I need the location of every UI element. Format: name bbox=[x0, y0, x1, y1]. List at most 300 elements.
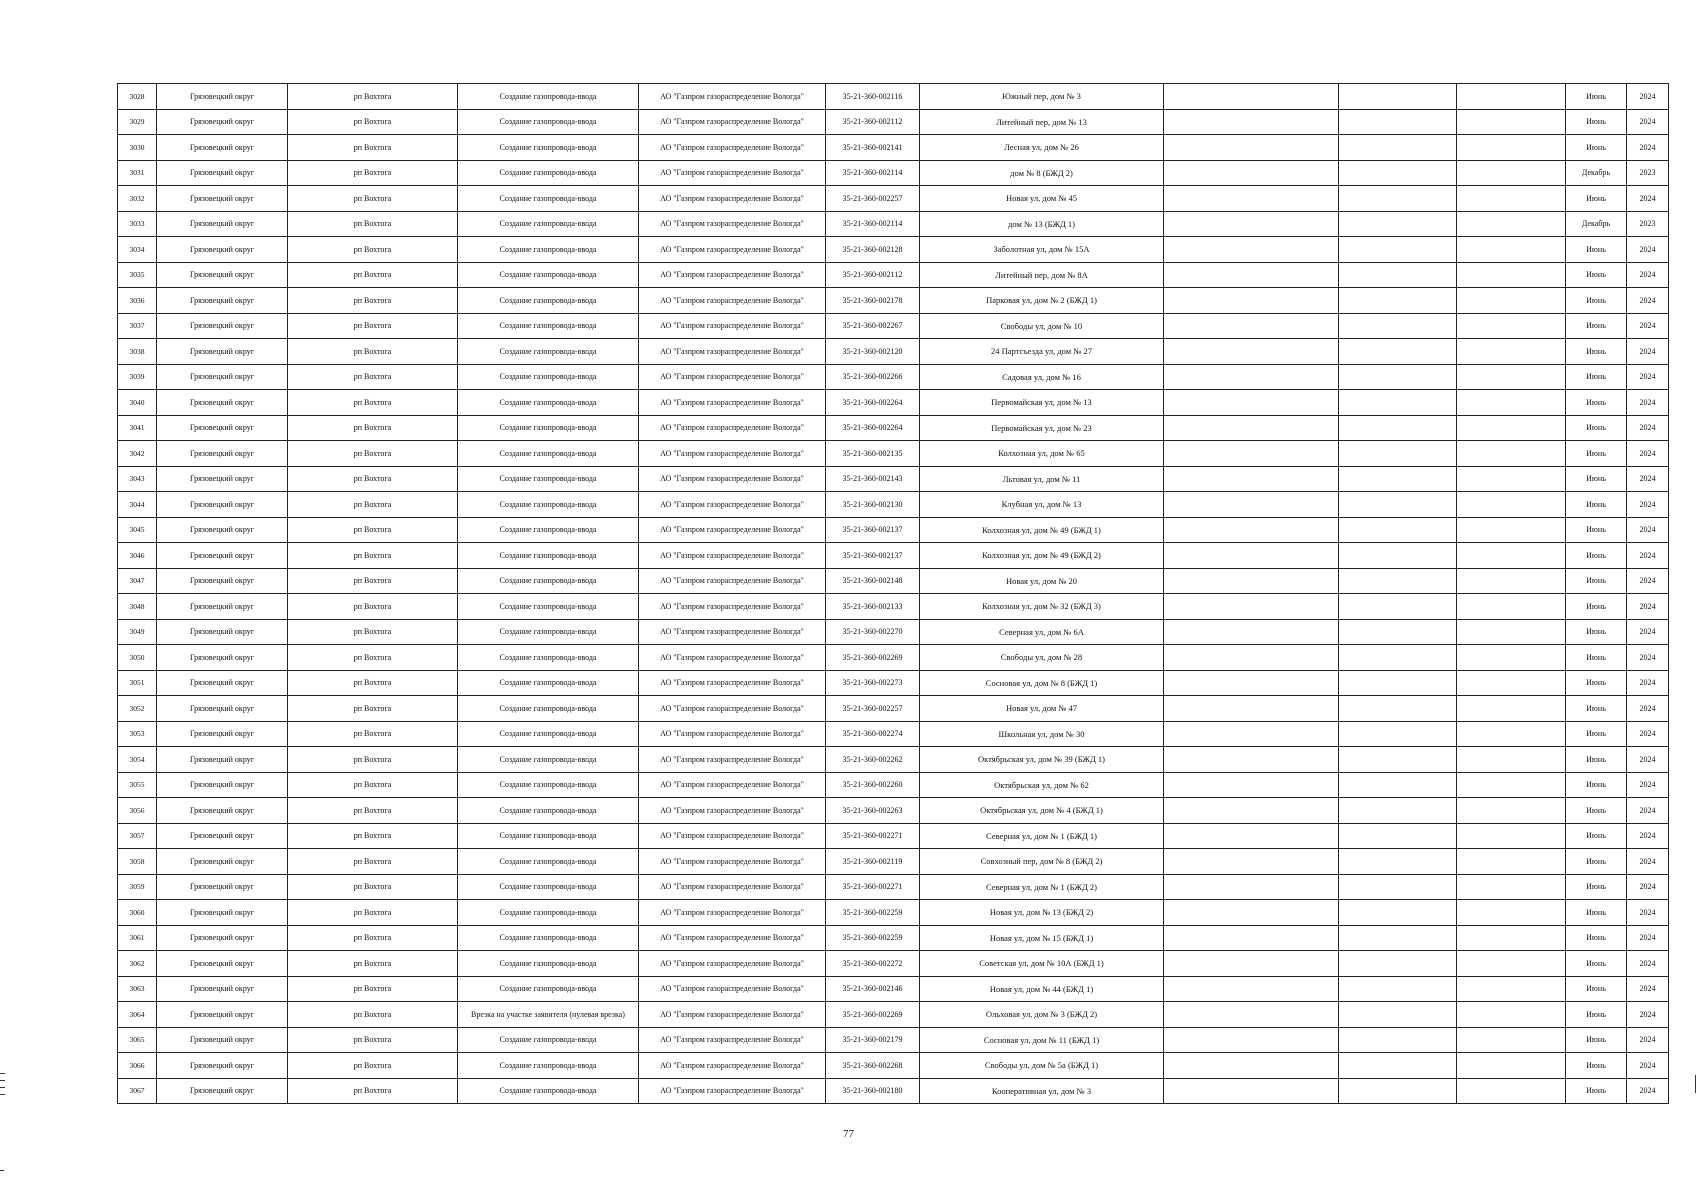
district-cell: Грязовецкий округ bbox=[157, 160, 288, 186]
empty-cell bbox=[1164, 1002, 1339, 1028]
empty-cell bbox=[1339, 849, 1457, 875]
address-cell: дом № 13 (БЖД 1) bbox=[920, 211, 1164, 237]
row-number-cell: 3053 bbox=[118, 721, 157, 747]
year-cell: 2024 bbox=[1627, 135, 1669, 161]
month-cell: Июнь bbox=[1566, 976, 1627, 1002]
address-cell: Октябрьская ул, дом № 62 bbox=[920, 772, 1164, 798]
empty-cell bbox=[1339, 696, 1457, 722]
row-number-cell: 3040 bbox=[118, 390, 157, 416]
month-cell: Июнь bbox=[1566, 517, 1627, 543]
work-type-cell: Создание газопровода-ввода bbox=[458, 1027, 639, 1053]
empty-cell bbox=[1164, 415, 1339, 441]
empty-cell bbox=[1164, 976, 1339, 1002]
settlement-cell: рп Вохтога bbox=[288, 543, 458, 569]
empty-cell bbox=[1164, 798, 1339, 824]
empty-cell bbox=[1457, 160, 1566, 186]
organization-cell: АО "Газпром газораспределение Вологда" bbox=[639, 1027, 826, 1053]
organization-cell: АО "Газпром газораспределение Вологда" bbox=[639, 211, 826, 237]
organization-cell: АО "Газпром газораспределение Вологда" bbox=[639, 441, 826, 467]
district-cell: Грязовецкий округ bbox=[157, 415, 288, 441]
empty-cell bbox=[1457, 823, 1566, 849]
district-cell: Грязовецкий округ bbox=[157, 670, 288, 696]
row-number-cell: 3059 bbox=[118, 874, 157, 900]
district-cell: Грязовецкий округ bbox=[157, 721, 288, 747]
empty-cell bbox=[1164, 517, 1339, 543]
table-row bbox=[118, 670, 1669, 696]
empty-cell bbox=[1164, 160, 1339, 186]
year-cell: 2024 bbox=[1627, 1027, 1669, 1053]
month-cell: Декабрь bbox=[1566, 211, 1627, 237]
table-row bbox=[118, 135, 1669, 161]
settlement-cell: рп Вохтога bbox=[288, 849, 458, 875]
empty-cell bbox=[1457, 415, 1566, 441]
empty-cell bbox=[1339, 1002, 1457, 1028]
cadastral-code-cell: 35-21-360-002259 bbox=[826, 925, 920, 951]
month-cell: Июнь bbox=[1566, 696, 1627, 722]
organization-cell: АО "Газпром газораспределение Вологда" bbox=[639, 1002, 826, 1028]
month-cell: Июнь bbox=[1566, 721, 1627, 747]
row-number-cell: 3049 bbox=[118, 619, 157, 645]
district-cell: Грязовецкий округ bbox=[157, 619, 288, 645]
organization-cell: АО "Газпром газораспределение Вологда" bbox=[639, 415, 826, 441]
organization-cell: АО "Газпром газораспределение Вологда" bbox=[639, 339, 826, 365]
organization-cell: АО "Газпром газораспределение Вологда" bbox=[639, 160, 826, 186]
address-cell: Лесная ул, дом № 26 bbox=[920, 135, 1164, 161]
district-cell: Грязовецкий округ bbox=[157, 517, 288, 543]
work-type-cell: Создание газопровода-ввода bbox=[458, 951, 639, 977]
table-row bbox=[118, 160, 1669, 186]
empty-cell bbox=[1164, 1027, 1339, 1053]
year-cell: 2024 bbox=[1627, 798, 1669, 824]
district-cell: Грязовецкий округ bbox=[157, 798, 288, 824]
empty-cell bbox=[1457, 313, 1566, 339]
settlement-cell: рп Вохтога bbox=[288, 211, 458, 237]
year-cell: 2024 bbox=[1627, 849, 1669, 875]
empty-cell bbox=[1339, 645, 1457, 671]
work-type-cell: Создание газопровода-ввода bbox=[458, 1053, 639, 1079]
organization-cell: АО "Газпром газораспределение Вологда" bbox=[639, 390, 826, 416]
year-cell: 2023 bbox=[1627, 211, 1669, 237]
organization-cell: АО "Газпром газораспределение Вологда" bbox=[639, 288, 826, 314]
month-cell: Июнь bbox=[1566, 798, 1627, 824]
year-cell: 2024 bbox=[1627, 721, 1669, 747]
empty-cell bbox=[1339, 976, 1457, 1002]
table-row bbox=[118, 772, 1669, 798]
address-cell: Сосновая ул, дом № 11 (БЖД 1) bbox=[920, 1027, 1164, 1053]
empty-cell bbox=[1457, 849, 1566, 875]
address-cell: Кооперативная ул, дом № 3 bbox=[920, 1078, 1164, 1104]
month-cell: Июнь bbox=[1566, 543, 1627, 569]
district-cell: Грязовецкий округ bbox=[157, 1027, 288, 1053]
empty-cell bbox=[1339, 568, 1457, 594]
empty-cell bbox=[1457, 390, 1566, 416]
district-cell: Грязовецкий округ bbox=[157, 849, 288, 875]
work-type-cell: Создание газопровода-ввода bbox=[458, 262, 639, 288]
cadastral-code-cell: 35-21-360-002271 bbox=[826, 874, 920, 900]
district-cell: Грязовецкий округ bbox=[157, 976, 288, 1002]
month-cell: Июнь bbox=[1566, 951, 1627, 977]
empty-cell bbox=[1164, 313, 1339, 339]
district-cell: Грязовецкий округ bbox=[157, 288, 288, 314]
district-cell: Грязовецкий округ bbox=[157, 466, 288, 492]
empty-cell bbox=[1339, 186, 1457, 212]
month-cell: Июнь bbox=[1566, 619, 1627, 645]
empty-cell bbox=[1339, 670, 1457, 696]
settlement-cell: рп Вохтога bbox=[288, 874, 458, 900]
district-cell: Грязовецкий округ bbox=[157, 772, 288, 798]
table-row bbox=[118, 1027, 1669, 1053]
settlement-cell: рп Вохтога bbox=[288, 313, 458, 339]
table-body bbox=[118, 84, 1669, 1104]
work-type-cell: Создание газопровода-ввода bbox=[458, 1078, 639, 1104]
organization-cell: АО "Газпром газораспределение Вологда" bbox=[639, 951, 826, 977]
table-row bbox=[118, 1053, 1669, 1079]
settlement-cell: рп Вохтога bbox=[288, 568, 458, 594]
organization-cell: АО "Газпром газораспределение Вологда" bbox=[639, 237, 826, 263]
empty-cell bbox=[1457, 1078, 1566, 1104]
table-row bbox=[118, 798, 1669, 824]
row-number-cell: 3060 bbox=[118, 900, 157, 926]
row-number-cell: 3050 bbox=[118, 645, 157, 671]
work-type-cell: Создание газопровода-ввода bbox=[458, 84, 639, 110]
cadastral-code-cell: 35-21-360-002137 bbox=[826, 543, 920, 569]
left-margin-mark bbox=[0, 1094, 5, 1095]
empty-cell bbox=[1339, 772, 1457, 798]
district-cell: Грязовецкий округ bbox=[157, 109, 288, 135]
row-number-cell: 3067 bbox=[118, 1078, 157, 1104]
address-cell: дом № 8 (БЖД 2) bbox=[920, 160, 1164, 186]
empty-cell bbox=[1164, 237, 1339, 263]
cadastral-code-cell: 35-21-360-002270 bbox=[826, 619, 920, 645]
cadastral-code-cell: 35-21-360-002257 bbox=[826, 186, 920, 212]
year-cell: 2024 bbox=[1627, 390, 1669, 416]
empty-cell bbox=[1457, 109, 1566, 135]
month-cell: Июнь bbox=[1566, 594, 1627, 620]
table-row bbox=[118, 594, 1669, 620]
empty-cell bbox=[1339, 823, 1457, 849]
organization-cell: АО "Газпром газораспределение Вологда" bbox=[639, 313, 826, 339]
organization-cell: АО "Газпром газораспределение Вологда" bbox=[639, 823, 826, 849]
address-cell: Первомайская ул, дом № 23 bbox=[920, 415, 1164, 441]
work-type-cell: Создание газопровода-ввода bbox=[458, 441, 639, 467]
table-row bbox=[118, 721, 1669, 747]
settlement-cell: рп Вохтога bbox=[288, 747, 458, 773]
settlement-cell: рп Вохтога bbox=[288, 84, 458, 110]
month-cell: Июнь bbox=[1566, 1053, 1627, 1079]
empty-cell bbox=[1164, 951, 1339, 977]
year-cell: 2024 bbox=[1627, 696, 1669, 722]
district-cell: Грязовецкий округ bbox=[157, 951, 288, 977]
year-cell: 2024 bbox=[1627, 874, 1669, 900]
empty-cell bbox=[1339, 721, 1457, 747]
empty-cell bbox=[1457, 747, 1566, 773]
address-cell: Новая ул, дом № 47 bbox=[920, 696, 1164, 722]
empty-cell bbox=[1339, 339, 1457, 365]
cadastral-code-cell: 35-21-360-002116 bbox=[826, 84, 920, 110]
empty-cell bbox=[1339, 594, 1457, 620]
empty-cell bbox=[1339, 262, 1457, 288]
settlement-cell: рп Вохтога bbox=[288, 951, 458, 977]
settlement-cell: рп Вохтога bbox=[288, 645, 458, 671]
row-number-cell: 3036 bbox=[118, 288, 157, 314]
organization-cell: АО "Газпром газораспределение Вологда" bbox=[639, 109, 826, 135]
organization-cell: АО "Газпром газораспределение Вологда" bbox=[639, 543, 826, 569]
empty-cell bbox=[1457, 441, 1566, 467]
cadastral-code-cell: 35-21-360-002262 bbox=[826, 747, 920, 773]
table-row bbox=[118, 492, 1669, 518]
empty-cell bbox=[1164, 186, 1339, 212]
cadastral-code-cell: 35-21-360-002260 bbox=[826, 772, 920, 798]
left-margin-mark bbox=[0, 1080, 5, 1081]
empty-cell bbox=[1164, 1053, 1339, 1079]
month-cell: Июнь bbox=[1566, 823, 1627, 849]
row-number-cell: 3061 bbox=[118, 925, 157, 951]
address-cell: Новая ул, дом № 45 bbox=[920, 186, 1164, 212]
table-row bbox=[118, 823, 1669, 849]
table-row bbox=[118, 441, 1669, 467]
month-cell: Декабрь bbox=[1566, 160, 1627, 186]
cadastral-code-cell: 35-21-360-002133 bbox=[826, 594, 920, 620]
settlement-cell: рп Вохтога bbox=[288, 619, 458, 645]
empty-cell bbox=[1457, 492, 1566, 518]
work-type-cell: Создание газопровода-ввода bbox=[458, 390, 639, 416]
cadastral-code-cell: 35-21-360-002112 bbox=[826, 262, 920, 288]
table-row bbox=[118, 874, 1669, 900]
empty-cell bbox=[1164, 594, 1339, 620]
empty-cell bbox=[1457, 1027, 1566, 1053]
month-cell: Июнь bbox=[1566, 1002, 1627, 1028]
empty-cell bbox=[1164, 849, 1339, 875]
empty-cell bbox=[1164, 568, 1339, 594]
address-cell: 24 Партсъезда ул, дом № 27 bbox=[920, 339, 1164, 365]
row-number-cell: 3042 bbox=[118, 441, 157, 467]
cadastral-code-cell: 35-21-360-002141 bbox=[826, 135, 920, 161]
month-cell: Июнь bbox=[1566, 670, 1627, 696]
empty-cell bbox=[1339, 160, 1457, 186]
table-row bbox=[118, 645, 1669, 671]
cadastral-code-cell: 35-21-360-002269 bbox=[826, 645, 920, 671]
cadastral-code-cell: 35-21-360-002135 bbox=[826, 441, 920, 467]
month-cell: Июнь bbox=[1566, 1027, 1627, 1053]
address-cell: Северная ул, дом № 1 (БЖД 2) bbox=[920, 874, 1164, 900]
left-margin-mark bbox=[0, 1087, 5, 1088]
month-cell: Июнь bbox=[1566, 288, 1627, 314]
district-cell: Грязовецкий округ bbox=[157, 568, 288, 594]
organization-cell: АО "Газпром газораспределение Вологда" bbox=[639, 645, 826, 671]
work-type-cell: Создание газопровода-ввода bbox=[458, 568, 639, 594]
address-cell: Садовая ул, дом № 16 bbox=[920, 364, 1164, 390]
settlement-cell: рп Вохтога bbox=[288, 186, 458, 212]
table-row bbox=[118, 1078, 1669, 1104]
cadastral-code-cell: 35-21-360-002271 bbox=[826, 823, 920, 849]
table-row bbox=[118, 619, 1669, 645]
address-cell: Литейный пер, дом № 8А bbox=[920, 262, 1164, 288]
empty-cell bbox=[1457, 211, 1566, 237]
organization-cell: АО "Газпром газораспределение Вологда" bbox=[639, 900, 826, 926]
empty-cell bbox=[1164, 339, 1339, 365]
work-type-cell: Создание газопровода-ввода bbox=[458, 849, 639, 875]
cadastral-code-cell: 35-21-360-002180 bbox=[826, 1078, 920, 1104]
work-type-cell: Создание газопровода-ввода bbox=[458, 721, 639, 747]
work-type-cell: Создание газопровода-ввода bbox=[458, 823, 639, 849]
address-cell: Свободы ул, дом № 28 bbox=[920, 645, 1164, 671]
empty-cell bbox=[1457, 721, 1566, 747]
settlement-cell: рп Вохтога bbox=[288, 135, 458, 161]
organization-cell: АО "Газпром газораспределение Вологда" bbox=[639, 874, 826, 900]
district-cell: Грязовецкий округ bbox=[157, 1053, 288, 1079]
district-cell: Грязовецкий округ bbox=[157, 211, 288, 237]
year-cell: 2024 bbox=[1627, 747, 1669, 773]
empty-cell bbox=[1339, 211, 1457, 237]
row-number-cell: 3055 bbox=[118, 772, 157, 798]
empty-cell bbox=[1339, 900, 1457, 926]
district-cell: Грязовецкий округ bbox=[157, 84, 288, 110]
district-cell: Грязовецкий округ bbox=[157, 441, 288, 467]
row-number-cell: 3038 bbox=[118, 339, 157, 365]
organization-cell: АО "Газпром газораспределение Вологда" bbox=[639, 849, 826, 875]
empty-cell bbox=[1339, 1027, 1457, 1053]
empty-cell bbox=[1164, 721, 1339, 747]
cadastral-code-cell: 35-21-360-002263 bbox=[826, 798, 920, 824]
work-type-cell: Создание газопровода-ввода bbox=[458, 517, 639, 543]
empty-cell bbox=[1457, 951, 1566, 977]
row-number-cell: 3037 bbox=[118, 313, 157, 339]
year-cell: 2024 bbox=[1627, 492, 1669, 518]
address-cell: Свободы ул, дом № 10 bbox=[920, 313, 1164, 339]
settlement-cell: рп Вохтога bbox=[288, 109, 458, 135]
year-cell: 2024 bbox=[1627, 823, 1669, 849]
district-cell: Грязовецкий округ bbox=[157, 925, 288, 951]
organization-cell: АО "Газпром газораспределение Вологда" bbox=[639, 492, 826, 518]
row-number-cell: 3051 bbox=[118, 670, 157, 696]
address-cell: Октябрьская ул, дом № 39 (БЖД 1) bbox=[920, 747, 1164, 773]
organization-cell: АО "Газпром газораспределение Вологда" bbox=[639, 772, 826, 798]
year-cell: 2024 bbox=[1627, 441, 1669, 467]
work-type-cell: Создание газопровода-ввода bbox=[458, 696, 639, 722]
table-row bbox=[118, 339, 1669, 365]
district-cell: Грязовецкий округ bbox=[157, 186, 288, 212]
work-type-cell: Создание газопровода-ввода bbox=[458, 313, 639, 339]
cadastral-code-cell: 35-21-360-002130 bbox=[826, 492, 920, 518]
row-number-cell: 3028 bbox=[118, 84, 157, 110]
work-type-cell: Создание газопровода-ввода bbox=[458, 772, 639, 798]
work-type-cell: Создание газопровода-ввода bbox=[458, 543, 639, 569]
settlement-cell: рп Вохтога bbox=[288, 160, 458, 186]
address-cell: Северная ул, дом № 1 (БЖД 1) bbox=[920, 823, 1164, 849]
settlement-cell: рп Вохтога bbox=[288, 492, 458, 518]
empty-cell bbox=[1457, 976, 1566, 1002]
settlement-cell: рп Вохтога bbox=[288, 925, 458, 951]
empty-cell bbox=[1164, 492, 1339, 518]
empty-cell bbox=[1164, 772, 1339, 798]
month-cell: Июнь bbox=[1566, 645, 1627, 671]
empty-cell bbox=[1339, 492, 1457, 518]
month-cell: Июнь bbox=[1566, 415, 1627, 441]
document-sheet bbox=[117, 83, 1668, 1104]
address-cell: Парковая ул, дом № 2 (БЖД 1) bbox=[920, 288, 1164, 314]
row-number-cell: 3057 bbox=[118, 823, 157, 849]
district-cell: Грязовецкий округ bbox=[157, 492, 288, 518]
empty-cell bbox=[1339, 747, 1457, 773]
month-cell: Июнь bbox=[1566, 262, 1627, 288]
work-type-cell: Создание газопровода-ввода bbox=[458, 211, 639, 237]
empty-cell bbox=[1339, 466, 1457, 492]
month-cell: Июнь bbox=[1566, 747, 1627, 773]
empty-cell bbox=[1457, 517, 1566, 543]
right-margin-mark bbox=[1695, 1075, 1696, 1093]
month-cell: Июнь bbox=[1566, 364, 1627, 390]
address-cell: Совхозный пер, дом № 8 (БЖД 2) bbox=[920, 849, 1164, 875]
empty-cell bbox=[1164, 645, 1339, 671]
row-number-cell: 3043 bbox=[118, 466, 157, 492]
district-cell: Грязовецкий округ bbox=[157, 135, 288, 161]
year-cell: 2024 bbox=[1627, 339, 1669, 365]
empty-cell bbox=[1339, 517, 1457, 543]
table-row bbox=[118, 186, 1669, 212]
settlement-cell: рп Вохтога bbox=[288, 466, 458, 492]
empty-cell bbox=[1457, 594, 1566, 620]
cadastral-code-cell: 35-21-360-002114 bbox=[826, 160, 920, 186]
organization-cell: АО "Газпром газораспределение Вологда" bbox=[639, 594, 826, 620]
cadastral-code-cell: 35-21-360-002268 bbox=[826, 1053, 920, 1079]
table-row bbox=[118, 568, 1669, 594]
address-cell: Колхозная ул, дом № 49 (БЖД 1) bbox=[920, 517, 1164, 543]
cadastral-code-cell: 35-21-360-002259 bbox=[826, 900, 920, 926]
empty-cell bbox=[1164, 874, 1339, 900]
row-number-cell: 3034 bbox=[118, 237, 157, 263]
month-cell: Июнь bbox=[1566, 874, 1627, 900]
work-type-cell: Создание газопровода-ввода bbox=[458, 900, 639, 926]
district-cell: Грязовецкий округ bbox=[157, 390, 288, 416]
empty-cell bbox=[1164, 696, 1339, 722]
address-cell: Новая ул, дом № 15 (БЖД 1) bbox=[920, 925, 1164, 951]
work-type-cell: Создание газопровода-ввода bbox=[458, 288, 639, 314]
month-cell: Июнь bbox=[1566, 492, 1627, 518]
empty-cell bbox=[1164, 466, 1339, 492]
empty-cell bbox=[1339, 951, 1457, 977]
empty-cell bbox=[1457, 619, 1566, 645]
district-cell: Грязовецкий округ bbox=[157, 747, 288, 773]
work-type-cell: Создание газопровода-ввода bbox=[458, 619, 639, 645]
empty-cell bbox=[1164, 823, 1339, 849]
empty-cell bbox=[1164, 925, 1339, 951]
cadastral-code-cell: 35-21-360-002264 bbox=[826, 390, 920, 416]
settlement-cell: рп Вохтога bbox=[288, 900, 458, 926]
empty-cell bbox=[1339, 798, 1457, 824]
year-cell: 2024 bbox=[1627, 364, 1669, 390]
settlement-cell: рп Вохтога bbox=[288, 976, 458, 1002]
empty-cell bbox=[1164, 670, 1339, 696]
address-cell: Новая ул, дом № 13 (БЖД 2) bbox=[920, 900, 1164, 926]
month-cell: Июнь bbox=[1566, 109, 1627, 135]
year-cell: 2024 bbox=[1627, 1053, 1669, 1079]
row-number-cell: 3029 bbox=[118, 109, 157, 135]
empty-cell bbox=[1164, 109, 1339, 135]
address-cell: Советская ул, дом № 10А (БЖД 1) bbox=[920, 951, 1164, 977]
empty-cell bbox=[1457, 874, 1566, 900]
address-cell: Клубная ул, дом № 13 bbox=[920, 492, 1164, 518]
work-type-cell: Создание газопровода-ввода bbox=[458, 925, 639, 951]
empty-cell bbox=[1164, 619, 1339, 645]
cadastral-code-cell: 35-21-360-002137 bbox=[826, 517, 920, 543]
work-type-cell: Создание газопровода-ввода bbox=[458, 798, 639, 824]
year-cell: 2024 bbox=[1627, 670, 1669, 696]
organization-cell: АО "Газпром газораспределение Вологда" bbox=[639, 517, 826, 543]
district-cell: Грязовецкий округ bbox=[157, 645, 288, 671]
empty-cell bbox=[1339, 543, 1457, 569]
district-cell: Грязовецкий округ bbox=[157, 262, 288, 288]
table-row bbox=[118, 466, 1669, 492]
